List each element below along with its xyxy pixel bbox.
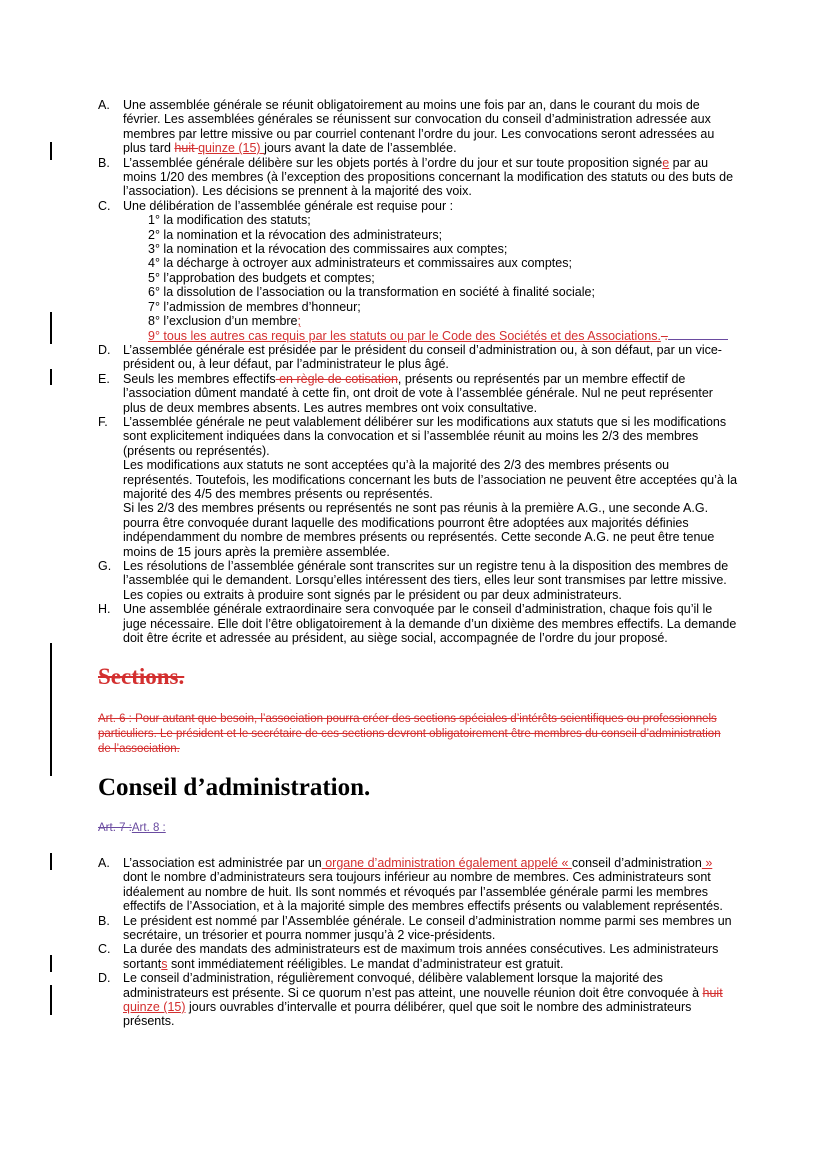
deleted-text: huit	[174, 141, 199, 156]
item-text: Le président est nommé par l’Assemblée générale. Le conseil d’administration nomme parmi ses membres un secrétaire, un trésorier et pourra nommer jusqu’à 2 vice-présidents.	[123, 913, 732, 943]
sub-item	[123, 314, 738, 328]
list-letter: E.	[98, 371, 110, 386]
item-text: jours avant la date de l’assemblée.	[264, 141, 457, 156]
inserted-text: ;	[297, 314, 301, 329]
list-letter: B.	[98, 155, 110, 170]
inserted-text: quinze (15)	[198, 141, 265, 156]
item-text: Les résolutions de l’assemblée générale sont transcrites sur un registre tenu à la disposition des membres de l’assemblée qui le demandent. Lorsqu’elles intéressent des tiers, elles leur sont transmises par lettre missive. Les copies ou extraits à produire sont signés par le président ou par deux administrateurs.	[123, 559, 729, 602]
list-item	[98, 199, 738, 343]
list-letter: F.	[98, 414, 108, 429]
inserted-text: organe d’administration également appelé «	[321, 856, 572, 870]
sub-item: 7° l’admission de membres d’honneur;	[148, 299, 361, 314]
item-text: Une assemblée générale extraordinaire sera convoquée par le conseil d’administration, chaque fois qu’il le juge nécessaire. Elle doit l’être obligatoirement à la demande d’un dixième des membres effectifs. La demande doit être écrite et adressée au président, au siège social, accompagnée de l’ordre du jour proposé.	[123, 602, 737, 646]
item-text: sont immédiatement rééligibles. Le mandat d’administrateur est gratuit.	[167, 956, 564, 971]
list-letter: A.	[98, 856, 110, 870]
list-letter: D.	[98, 342, 111, 357]
sub-item: 2° la nomination et la révocation des administrateurs;	[148, 227, 443, 242]
sub-item	[123, 329, 738, 343]
deleted-text: huit	[702, 985, 723, 1000]
list-item	[98, 98, 738, 156]
list-item	[98, 372, 738, 415]
list-letter: D.	[98, 971, 111, 986]
item-text: par au moins 1/20 des membres (à l’exception des propositions concernant la modification des statuts ou des buts de l’association). Les décisions se prennent à la majorité des voix.	[123, 155, 734, 199]
art6-paragraph: Art. 6 : Pour autant que besoin, l’association pourra créer des sections spéciales d’intérêts scientifiques ou professionnels particuliers. Le président et le secrétaire de ces sections devront obligatoirement être membres du conseil d’administration de l’association.	[98, 713, 721, 755]
conseil-heading: Conseil d’administration.	[98, 774, 371, 801]
list-item	[98, 156, 738, 199]
item-text: L’assemblée générale délibère sur les objets portés à l’ordre du jour et sur toute proposition signé	[123, 155, 663, 170]
list-item	[98, 856, 738, 914]
inserted-text: s	[161, 956, 168, 971]
sub-item: 5° l’approbation des budgets et comptes;	[148, 270, 375, 285]
sub-item: 4° la décharge à octroyer aux administrateurs et commissaires aux comptes;	[148, 256, 572, 271]
item-text: L’assemblée générale est présidée par le président du conseil d’administration ou, à son défaut, par un vice-président ou, à leur défaut, par l’administrateur le plus âgé.	[123, 342, 722, 372]
item-text: Une assemblée générale se réunit obligatoirement au moins une fois par an, dans le courant du mois de février. Les assemblées générales se réunissent sur convocation du conseil d’administration adressée aux membres par lettre missive ou par courriel contenant l’ordre du jour. Les convocations seront adressées au plus tard	[123, 98, 715, 156]
item-paragraph: Si les 2/3 des membres présents ou représentés ne sont pas réunis à la première A.G., une seconde A.G. pourra être convoquée durant laquelle des modifications pourront être adoptées aux majorités définies indépendamment du nombre de membres présents ou représentés. Cette seconde A.G. ne peut être tenue moins de 15 jours après la première assemblée.	[123, 501, 715, 559]
inserted-text: »	[701, 856, 713, 870]
change-bar	[50, 985, 52, 1015]
change-bar	[50, 853, 52, 870]
list-item	[98, 415, 738, 559]
list-letter: C.	[98, 198, 111, 213]
item-text: dont le nombre d’administrateurs sera toujours inférieur au nombre de membres. Ces administrateurs sont idéalement au nombre de huit. Ils sont nommés et révoqués par l’assemblée générale parmi les membres effectifs de l’Association, et à la majorité simple des membres effectifs présents ou valablement représentés.	[123, 870, 723, 914]
deleted-text: Art. 7 :	[98, 822, 132, 834]
sub-item: 3° la nomination et la révocation des commissaires aux comptes;	[148, 242, 508, 257]
item-paragraph: Les modifications aux statuts ne sont acceptées qu’à la majorité des 2/3 des membres présents ou représentés. Toutefois, les modifications concernant les buts de l’association ne peuvent être acceptées qu’à la majorité des 4/5 des membres présents ou représentés.	[123, 458, 738, 501]
item-text: Seuls les membres effectifs	[123, 371, 276, 386]
sub-item-text: 8° l’exclusion d’un membre	[148, 314, 298, 329]
item-text: L’association est administrée par un	[123, 856, 322, 870]
sub-item: 6° la dissolution de l’association ou la transformation en société à finalité sociale;	[148, 285, 595, 300]
list-item	[98, 602, 738, 645]
item-text: conseil d’administration	[571, 856, 702, 870]
trailing-underline	[668, 329, 728, 340]
inserted-text: quinze (15)	[123, 1000, 186, 1015]
item-text: La durée des mandats des administrateurs est de maximum trois années consécutives. Les administrateurs sortant	[123, 942, 719, 971]
deleted-text: .	[660, 328, 668, 343]
item-text: Une délibération de l’assemblée générale est requise pour :	[123, 198, 454, 213]
change-bar	[50, 643, 52, 776]
change-bar	[50, 142, 52, 160]
list-item	[98, 343, 738, 372]
change-bar	[50, 312, 52, 344]
list-letter: H.	[98, 602, 111, 617]
list-item	[98, 914, 738, 943]
list-item	[98, 942, 738, 971]
list-letter: C.	[98, 942, 111, 957]
inserted-text: Art. 8 :	[131, 822, 166, 834]
item-paragraph: L’assemblée générale ne peut valablement délibérer sur les modifications aux statuts que si les modifications sont explicitement indiquées dans la convocation et si l’assemblée réunit au moins les 2/3 des membres (présents ou représentés).	[123, 414, 727, 458]
item-text: Le conseil d’administration, régulièrement convoqué, délibère valablement lorsque la majorité des administrateurs est présente. Si ce quorum n’est pas atteint, une nouvelle réunion doit être convoquée à	[123, 971, 703, 1000]
item-text: jours ouvrables d’intervalle et pourra délibérer, quel que soit le nombre des administrateurs présents.	[123, 1000, 692, 1029]
list-letter: G.	[98, 559, 112, 573]
assembly-list	[98, 98, 738, 645]
list-item	[98, 559, 738, 602]
deleted-text: en règle de cotisation	[275, 371, 398, 386]
inserted-text: e	[662, 155, 670, 170]
change-bar	[50, 955, 52, 972]
list-letter: B.	[98, 913, 110, 928]
board-list	[98, 856, 738, 1029]
list-letter: A.	[98, 98, 110, 112]
sub-item: 1° la modification des statuts;	[148, 213, 311, 228]
article-number	[98, 822, 166, 834]
list-item	[98, 971, 738, 1029]
change-bar	[50, 369, 52, 385]
inserted-text: 9° tous les autres cas requis par les statuts ou par le Code des Sociétés et des Associations.	[148, 328, 661, 343]
item-text: , présents ou représentés par un membre effectif de l’association dûment mandaté à cette fin, ont droit de vote à l’assemblée générale. Nul ne peut représenter plus de deux membres absents. Les autres membres ont voix consultative.	[123, 371, 713, 415]
sections-heading: Sections.	[98, 664, 185, 689]
